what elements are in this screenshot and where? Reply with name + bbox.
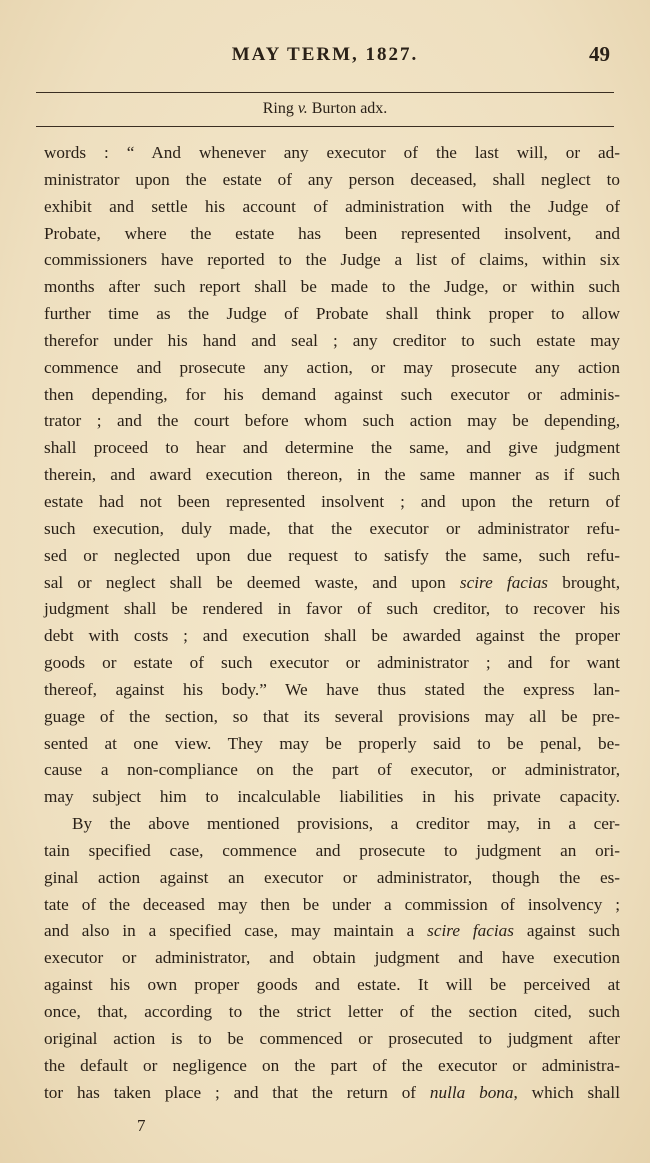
line-text: guage of the section, so that its several provisions may all be pre- [44, 706, 620, 726]
line-text: ginal action against an executor or administrator, though the es- [44, 867, 620, 887]
text-line [44, 462, 620, 489]
line-text: against his own proper goods and estate. It will be perceived at [44, 975, 620, 995]
running-title: MAY TERM, 1827. [231, 44, 419, 65]
text-line [44, 1026, 620, 1053]
text-line [44, 811, 620, 838]
line-text: commence and prosecute any action, or may prosecute any action [44, 357, 620, 377]
line-text: may subject him to incalculable liabilities in his private capacity. [44, 787, 620, 807]
line-text: sal or neglect shall be deemed waste, and upon [44, 572, 460, 592]
line-text: once, that, according to the strict letter of the section cited, such [44, 1002, 620, 1021]
line-text: exhibit and settle his account of administration with the Judge of [44, 196, 620, 216]
header-rule-top [36, 92, 614, 93]
text-line [44, 623, 620, 650]
line-text: commissioners have reported to the Judge a list of claims, within six [44, 250, 620, 270]
case-title [0, 100, 650, 118]
line-text: goods or estate of such executor or administrator ; and for want [44, 653, 620, 673]
line-text: executor or administrator, and obtain judgment and have execution [44, 948, 620, 968]
text-line [44, 784, 620, 811]
text-line [44, 1053, 620, 1080]
line-text: , which shall [513, 1082, 620, 1102]
text-line [44, 221, 620, 248]
text-line [44, 892, 620, 919]
line-text: the default or negligence on the part of the executor or administra- [44, 1055, 620, 1075]
text-line [44, 596, 620, 623]
text-line [44, 757, 620, 784]
line-text: months after such report shall be made to the Judge, or within such [44, 277, 620, 297]
latin-term: scire facias [427, 921, 514, 941]
line-text: and also in a specified case, may maintain a [44, 921, 428, 941]
line-text: then depending, for his demand against such executor or adminis- [44, 384, 620, 404]
text-line [44, 516, 620, 543]
text-line [44, 865, 620, 892]
line-text: judgment shall be rendered in favor of such creditor, to recover his [44, 599, 620, 619]
line-text: cause a non-compliance on the part of executor, or administrator, [44, 760, 620, 780]
text-line [44, 489, 620, 516]
text-line [44, 301, 620, 328]
text-line [44, 918, 620, 945]
header-rule-bottom [36, 126, 614, 127]
text-line [44, 408, 620, 435]
text-line [44, 435, 620, 462]
line-text: estate had not been represented insolvent ; and upon the return of [44, 491, 620, 511]
text-line [44, 677, 620, 704]
line-text: against such [513, 921, 620, 941]
line-text: thereof, against his body.” We have thus stated the express lan- [44, 679, 620, 699]
text-line [44, 194, 620, 221]
page-header [0, 44, 650, 74]
line-text: tor has taken place ; and that the return of [44, 1082, 430, 1102]
text-line [44, 274, 620, 301]
line-text: By the above mentioned provisions, a creditor may, in a cer- [72, 814, 620, 834]
text-line [44, 543, 620, 570]
text-line [44, 247, 620, 274]
line-text: words : “ And whenever any executor of the last will, or ad- [44, 143, 620, 162]
line-text: further time as the Judge of Probate shall think proper to allow [44, 304, 620, 324]
line-text: sed or neglected upon due request to satisfy the same, such refu- [44, 545, 620, 565]
text-line [44, 945, 620, 972]
line-text: sented at one view. They may be properly said to be penal, be- [44, 733, 620, 753]
line-text: brought, [548, 572, 621, 592]
line-text: trator ; and the court before whom such action may be depending, [44, 411, 620, 431]
line-text: debt with costs ; and execution shall be awarded against the proper [44, 626, 620, 646]
line-text: shall proceed to hear and determine the same, and give judgment [44, 438, 620, 458]
text-line [44, 355, 620, 382]
line-text: tate of the deceased may then be under a commission of insolvency ; [44, 894, 620, 914]
text-line [44, 838, 620, 865]
latin-term: nulla bona [429, 1082, 514, 1102]
page-number: 49 [589, 42, 610, 66]
text-line [44, 731, 620, 758]
text-line [44, 570, 620, 597]
latin-term: scire facias [459, 572, 548, 592]
line-text: original action is to be commenced or prosecuted to judgment after [44, 1028, 620, 1048]
line-text: ministrator upon the estate of any person deceased, shall neglect to [44, 169, 620, 189]
line-text: therefor under his hand and seal ; any creditor to such estate may [44, 330, 620, 350]
case-versus: v. [297, 100, 308, 117]
text-line [44, 704, 620, 731]
text-line [44, 328, 620, 355]
line-text: Probate, where the estate has been represented insolvent, and [44, 223, 620, 243]
text-line [44, 167, 620, 194]
body-text [44, 140, 620, 1106]
case-defendant: Burton adx. [311, 100, 388, 117]
text-line [44, 999, 620, 1026]
signature-mark: 7 [137, 1116, 146, 1135]
text-line [44, 140, 620, 167]
line-text: therein, and award execution thereon, in the same manner as if such [44, 465, 620, 485]
text-line [44, 972, 620, 999]
line-text: tain specified case, commence and prosecute to judgment an ori- [44, 840, 620, 860]
case-plaintiff: Ring [262, 100, 294, 117]
line-text: such execution, duly made, that the executor or administrator refu- [44, 518, 620, 538]
text-line [44, 1080, 620, 1107]
text-line [44, 382, 620, 409]
text-line [44, 650, 620, 677]
